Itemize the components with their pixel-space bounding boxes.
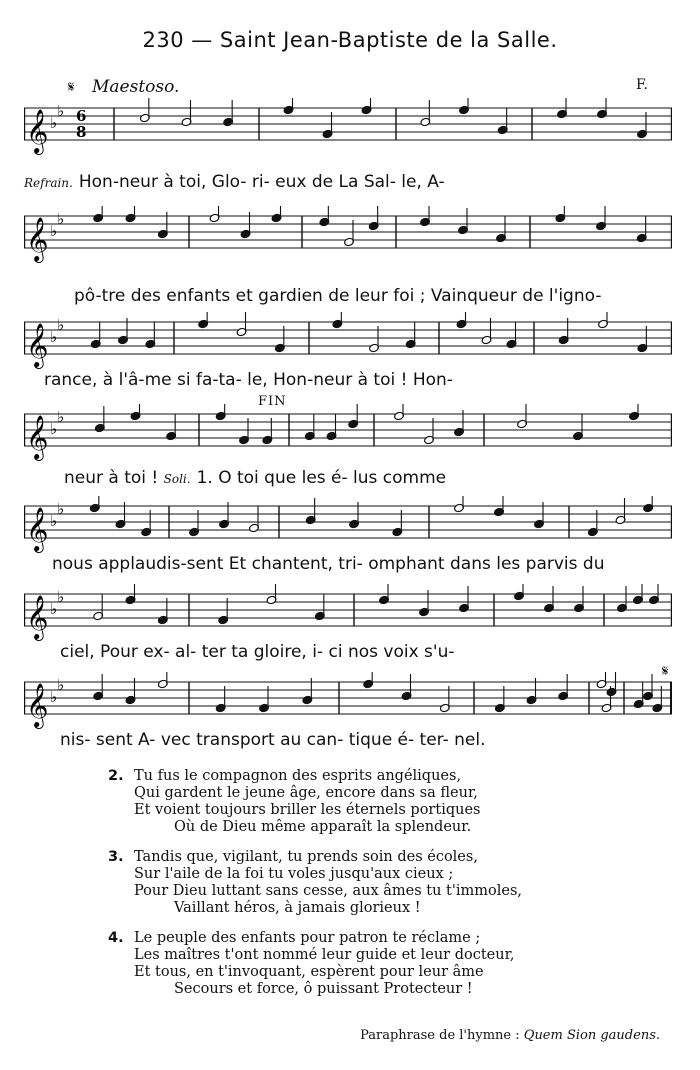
stanza-line: Tandis que, vigilant, tu prends soin des écoles, bbox=[134, 849, 478, 865]
stanza-block bbox=[108, 768, 668, 1011]
stanza-line: Où de Dieu même apparaît la splendeur. bbox=[174, 819, 472, 835]
lyric-text: rance, à l'â-me si fa-ta- le, Hon-neur à toi ! Hon- bbox=[44, 370, 453, 390]
time-signature: 8 bbox=[76, 122, 87, 141]
flat-icon: ♭ bbox=[50, 512, 58, 530]
staff-system-4 bbox=[24, 404, 672, 472]
section-label: Refrain. bbox=[24, 176, 73, 190]
section-label: Soli. bbox=[163, 472, 191, 486]
flat-icon: ♭ bbox=[57, 500, 65, 518]
lyric-line-2 bbox=[24, 286, 700, 306]
lyric-text: 1. O toi que les é- lus comme bbox=[196, 468, 447, 488]
stanza-line: Vaillant héros, à jamais glorieux ! bbox=[174, 900, 421, 916]
stanza-line: Qui gardent le jeune âge, encore dans sa fleur, bbox=[134, 785, 478, 801]
flat-icon: ♭ bbox=[57, 316, 65, 334]
staff-svg bbox=[24, 404, 672, 472]
treble-clef-icon: 𝄞 bbox=[26, 683, 49, 727]
stanza-line: Les maîtres t'ont nommé leur guide et leur docteur, bbox=[134, 947, 515, 963]
flat-icon: ♭ bbox=[57, 408, 65, 426]
lyric-text-a: neur à toi ! bbox=[64, 468, 164, 488]
lyric-line-6 bbox=[24, 642, 700, 662]
tempo-marking: Maestoso. bbox=[92, 77, 180, 97]
segno-mark: 𝄋 bbox=[68, 78, 75, 96]
lyric-line-3 bbox=[24, 370, 692, 390]
time-signature: 6 bbox=[76, 106, 87, 125]
lyric-line-4 bbox=[24, 468, 700, 488]
lyric-text: Hon-neur à toi, Glo- ri- eux de La Sal- le, A- bbox=[78, 172, 445, 192]
lyric-line-1 bbox=[24, 172, 672, 192]
lyric-line-7 bbox=[24, 730, 700, 750]
flat-icon: ♭ bbox=[50, 688, 58, 706]
treble-clef-icon: 𝄞 bbox=[26, 323, 49, 367]
source-attribution bbox=[360, 1028, 660, 1043]
stanza-line: Secours et force, ô puissant Protecteur ! bbox=[174, 981, 473, 997]
flat-icon: ♭ bbox=[50, 600, 58, 618]
lyric-text: nis- sent A- vec transport au can- tique é- ter- nel. bbox=[60, 730, 486, 750]
source-title: Quem Sion gaudens. bbox=[523, 1028, 660, 1043]
hymn-title: 230 — Saint Jean-Baptiste de la Salle. bbox=[142, 28, 558, 52]
fin-marking: FIN bbox=[258, 394, 287, 409]
segno-end-mark: 𝄋 bbox=[662, 662, 669, 680]
lyric-text: pô-tre des enfants et gardien de leur foi ; Vainqueur de l'igno- bbox=[74, 286, 602, 306]
stanza-line: Et tous, en t'invoquant, espèrent pour leur âme bbox=[134, 964, 484, 980]
stanza-line: Et voient toujours briller les éternels portiques bbox=[134, 802, 481, 818]
stanza-3 bbox=[108, 849, 668, 917]
flat-icon: ♭ bbox=[57, 102, 65, 120]
staff-system-2 bbox=[24, 206, 672, 274]
staff-system-1 bbox=[24, 98, 672, 166]
staff-svg bbox=[24, 206, 672, 274]
stanza-number: 2. bbox=[108, 768, 124, 784]
stanza-line: Sur l'aile de la foi tu voles jusqu'aux cieux ; bbox=[134, 866, 454, 882]
source-prefix: Paraphrase de l'hymne : bbox=[360, 1028, 520, 1043]
stanza-4 bbox=[108, 930, 668, 998]
stanza-line: Le peuple des enfants pour patron te réclame ; bbox=[134, 930, 481, 946]
stanza-line: Pour Dieu luttant sans cesse, aux âmes tu t'immoles, bbox=[134, 883, 522, 899]
flat-icon: ♭ bbox=[57, 210, 65, 228]
stanza-number: 3. bbox=[108, 849, 124, 865]
flat-icon: ♭ bbox=[57, 676, 65, 694]
staff-svg bbox=[24, 98, 672, 166]
mark-f: F. bbox=[636, 77, 648, 93]
treble-clef-icon: 𝄞 bbox=[26, 507, 49, 551]
lyric-text: nous applaudis-sent Et chantent, tri- omphant dans les parvis du bbox=[52, 554, 605, 574]
stanza-number: 4. bbox=[108, 930, 124, 946]
flat-icon: ♭ bbox=[50, 328, 58, 346]
flat-icon: ♭ bbox=[50, 114, 58, 132]
lyric-text: ciel, Pour ex- al- ter ta gloire, i- ci nos voix s'u- bbox=[60, 642, 455, 662]
flat-icon: ♭ bbox=[50, 222, 58, 240]
lyric-line-5 bbox=[24, 554, 700, 574]
stanza-line: Tu fus le compagnon des esprits angéliques, bbox=[134, 768, 462, 784]
stanza-2 bbox=[108, 768, 668, 836]
treble-clef-icon: 𝄞 bbox=[26, 217, 49, 261]
flat-icon: ♭ bbox=[57, 588, 65, 606]
treble-clef-icon: 𝄞 bbox=[26, 595, 49, 639]
treble-clef-icon: 𝄞 bbox=[26, 109, 49, 153]
treble-clef-icon: 𝄞 bbox=[26, 415, 49, 459]
flat-icon: ♭ bbox=[50, 420, 58, 438]
